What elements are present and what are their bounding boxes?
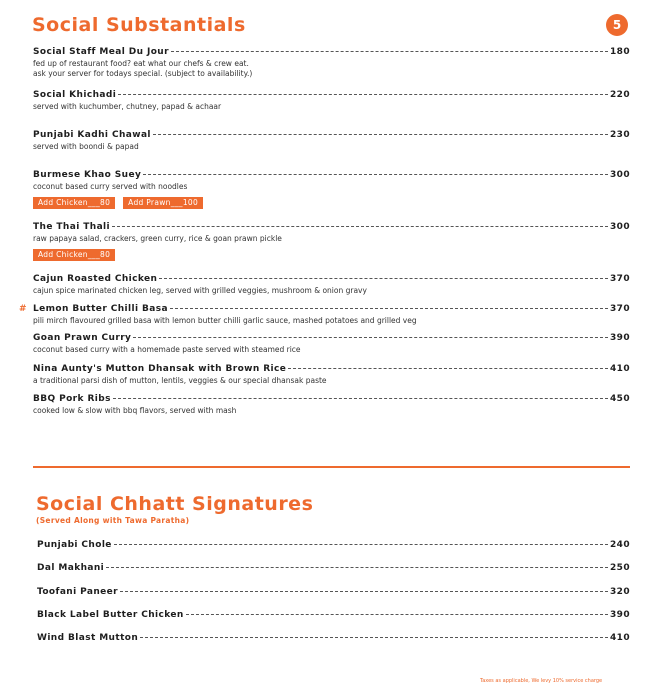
item-description: a traditional parsi dish of mutton, lentils, veggies & our special dhansak paste xyxy=(33,376,327,385)
signature-mark: # xyxy=(19,304,27,314)
item-price: 240 xyxy=(610,540,630,550)
menu-item xyxy=(33,222,630,261)
menu-item xyxy=(37,540,630,551)
tax-footnote: Taxes as applicable, We levy 10% service charge xyxy=(480,678,603,684)
item-price: 300 xyxy=(610,170,630,180)
item-price: 320 xyxy=(610,587,630,597)
add-chicken-button[interactable]: Add Chicken___80 xyxy=(33,197,115,209)
dotted-leader xyxy=(118,94,608,95)
dotted-leader xyxy=(140,637,608,638)
item-name: Nina Aunty's Mutton Dhansak with Brown Rice xyxy=(33,364,287,374)
item-name: Social Khichadi xyxy=(33,90,117,100)
item-name: Toofani Paneer xyxy=(37,587,119,597)
item-price: 410 xyxy=(610,633,630,643)
item-price: 250 xyxy=(610,563,630,573)
dotted-leader xyxy=(288,368,608,369)
menu-item xyxy=(33,170,630,209)
item-name: Burmese Khao Suey xyxy=(33,170,142,180)
item-name: Goan Prawn Curry xyxy=(33,333,132,343)
dotted-leader xyxy=(143,174,608,175)
item-name: Dal Makhani xyxy=(37,563,105,573)
item-name: Black Label Butter Chicken xyxy=(37,610,184,620)
item-description: cooked low & slow with bbq flavors, served with mash xyxy=(33,406,237,415)
add-chicken-button[interactable]: Add Chicken___80 xyxy=(33,249,115,261)
dotted-leader xyxy=(106,567,608,568)
dotted-leader xyxy=(159,278,608,279)
item-price: 300 xyxy=(610,222,630,232)
item-price: 390 xyxy=(610,333,630,343)
dotted-leader xyxy=(171,51,608,52)
item-price: 390 xyxy=(610,610,630,620)
item-name: Cajun Roasted Chicken xyxy=(33,274,158,284)
item-name: BBQ Pork Ribs xyxy=(33,394,111,404)
item-description: served with boondi & papad xyxy=(33,142,139,151)
page-number-badge: 5 xyxy=(606,14,628,36)
item-name: Wind Blast Mutton xyxy=(37,633,139,643)
item-price: 370 xyxy=(610,304,630,314)
item-price: 370 xyxy=(610,274,630,284)
item-price: 230 xyxy=(610,130,630,140)
section-divider xyxy=(33,466,630,468)
menu-item xyxy=(33,394,630,416)
item-description: fed up of restaurant food? eat what our chefs & crew eat. ask your server for todays special. (subject to availability.) xyxy=(33,59,253,78)
section-subtitle: (Served Along with Tawa Paratha) xyxy=(36,516,190,525)
menu-item xyxy=(33,304,630,326)
menu-item xyxy=(33,90,630,112)
dotted-leader xyxy=(170,308,608,309)
dotted-leader xyxy=(186,614,608,615)
menu-item xyxy=(37,610,630,621)
item-name: Punjabi Chole xyxy=(37,540,112,550)
item-description: coconut based curry served with noodles xyxy=(33,182,188,191)
menu-item xyxy=(37,587,630,598)
item-description: pili mirch flavoured grilled basa with lemon butter chilli garlic sauce, mashed potatoes and grilled veg xyxy=(33,316,417,325)
menu-item xyxy=(37,563,630,574)
add-prawn-button[interactable]: Add Prawn___100 xyxy=(123,197,203,209)
item-description: coconut based curry with a homemade paste served with steamed rice xyxy=(33,345,301,354)
item-name: Social Staff Meal Du Jour xyxy=(33,47,169,57)
dotted-leader xyxy=(113,398,608,399)
section-title-substantials: Social Substantials xyxy=(32,14,246,36)
item-price: 220 xyxy=(610,90,630,100)
menu-item xyxy=(33,130,630,152)
dotted-leader xyxy=(153,134,608,135)
menu-item xyxy=(37,633,630,644)
dotted-leader xyxy=(133,337,608,338)
item-name: The Thai Thali xyxy=(33,222,111,232)
menu-item xyxy=(33,47,630,78)
item-price: 450 xyxy=(610,394,630,404)
item-name: Lemon Butter Chilli Basa xyxy=(33,304,168,314)
dotted-leader xyxy=(120,591,608,592)
menu-item xyxy=(33,364,630,386)
menu-item xyxy=(33,333,630,355)
dotted-leader xyxy=(114,544,608,545)
menu-item xyxy=(33,274,630,296)
item-description: served with kuchumber, chutney, papad & achaar xyxy=(33,102,222,111)
section-title-chhatt: Social Chhatt Signatures xyxy=(36,493,314,515)
item-price: 410 xyxy=(610,364,630,374)
dotted-leader xyxy=(112,226,608,227)
item-name: Punjabi Kadhi Chawal xyxy=(33,130,151,140)
item-price: 180 xyxy=(610,47,630,57)
item-description: raw papaya salad, crackers, green curry, rice & goan prawn pickle xyxy=(33,234,282,243)
item-description: cajun spice marinated chicken leg, served with grilled veggies, mushroom & onion gravy xyxy=(33,286,367,295)
